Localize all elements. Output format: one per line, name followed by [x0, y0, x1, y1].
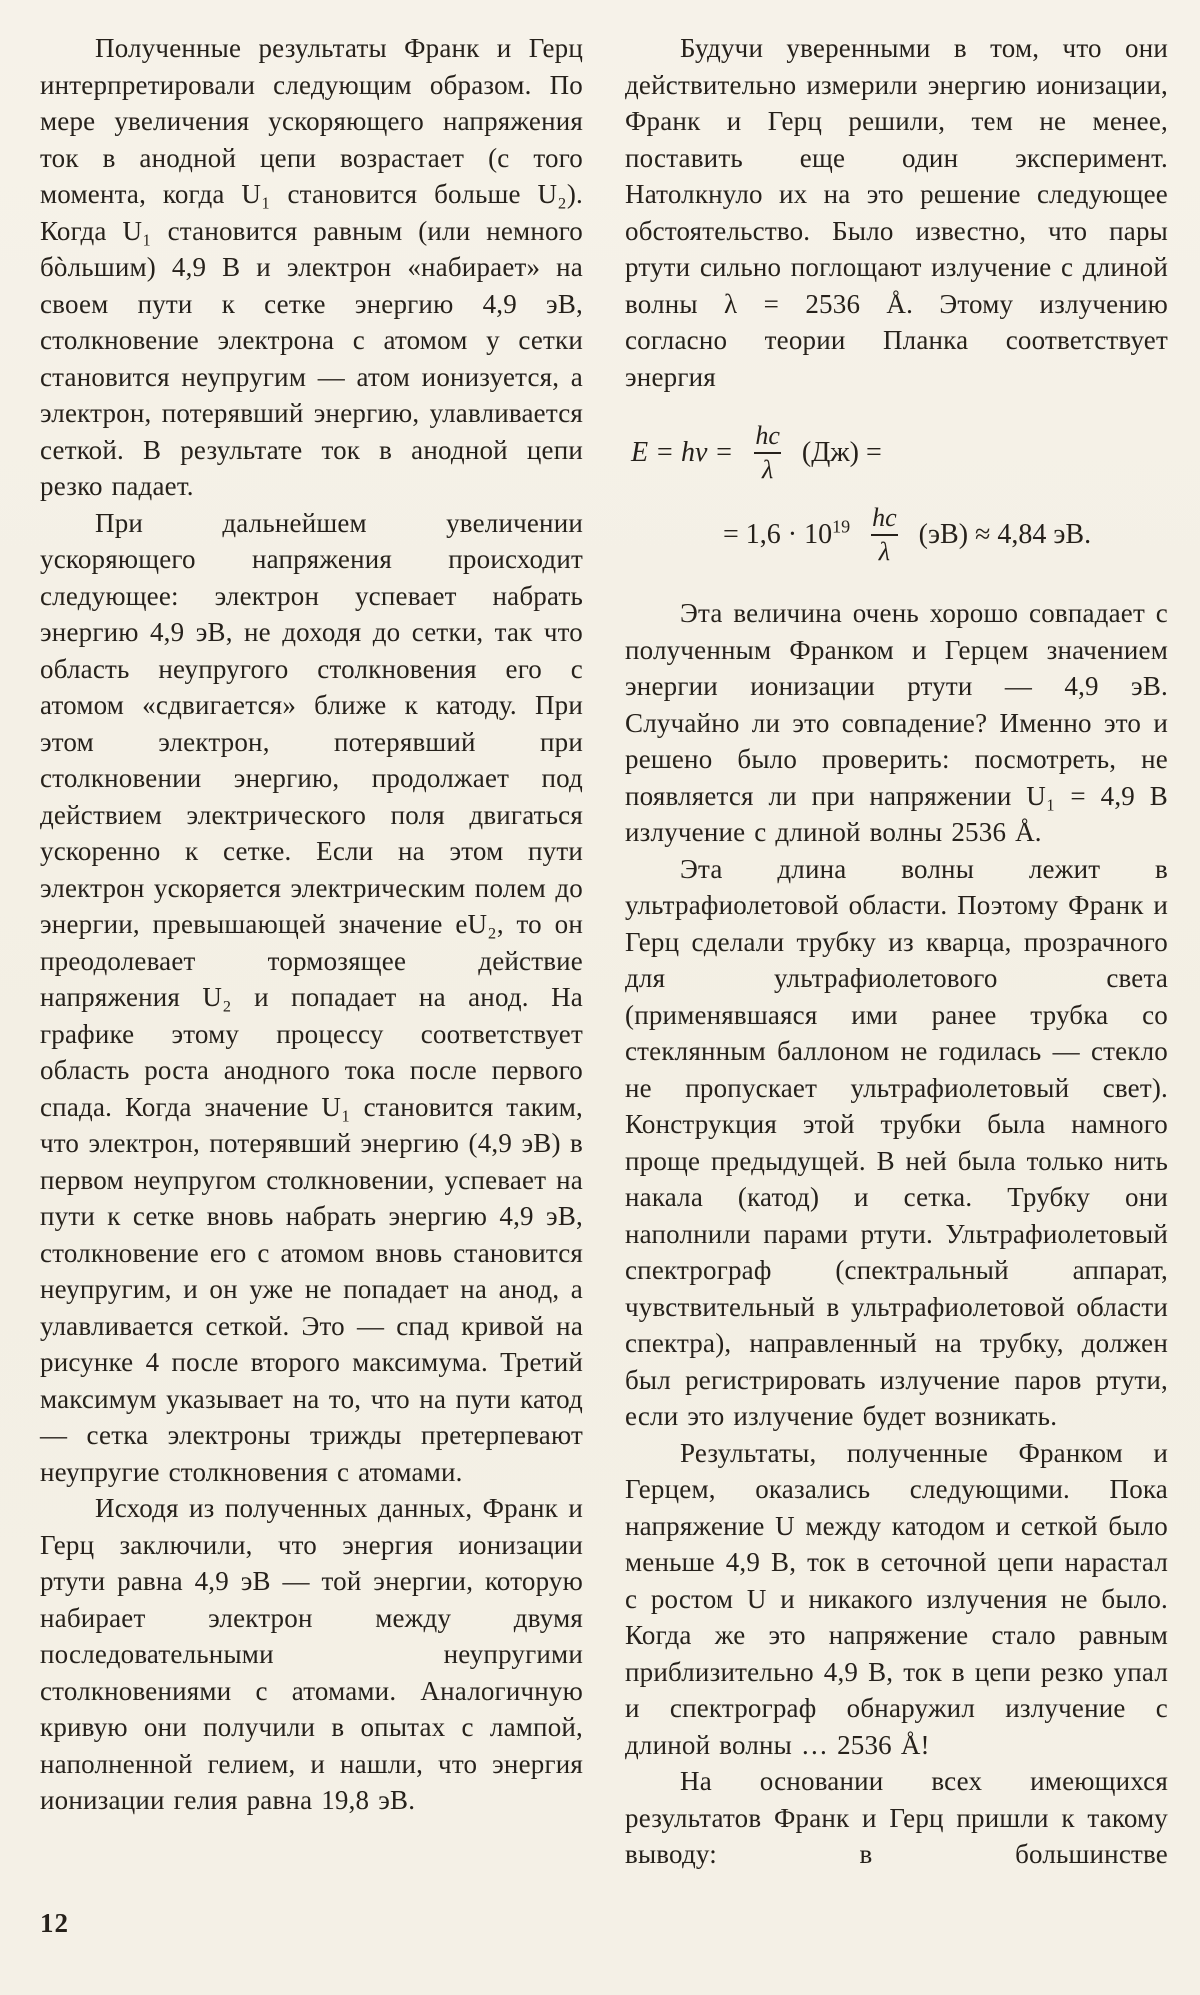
planck-energy-formula	[627, 423, 1168, 565]
fraction-hc-over-lambda	[747, 423, 788, 483]
formula-line-2	[723, 505, 1168, 565]
right-paragraph-3: Эта длина волны лежит в ультрафиолетовой области. Поэтому Франк и Герц сделали трубку из кварца, прозрачного для ультрафиолетового света (применявшаяся ими ранее трубка со стеклянным баллоном не годилась — стекло не пропускает ультрафиолетовый свет). Конструкция этой трубки была намного проще предыдущей. В ней была только нить накала (катод) и сетка. Трубку они наполнили парами ртути. Ультрафиолетовый спектрограф (спектральный аппарат, чувствительный в ультрафиолетовой области спектра), направленный на трубку, должен был регистрировать излучение паров ртути, если это излучение будет возникать.	[625, 853, 1168, 1431]
formula-coefficient	[723, 516, 851, 550]
coefficient-base: = 1,6 · 10	[723, 519, 833, 550]
fraction-hc-over-lambda-2	[864, 505, 905, 565]
left-paragraph-2: При дальнейшем увеличении ускоряющего напряжения происходит следующее: электрон успевает набрать энергию 4,9 эВ, не доходя до сетки, так что область неупругого столкновения его с атомом «сдвигается» ближе к катоду. При этом электрон, потерявший при столкновении энергию, продолжает под действием электрического поля двигаться ускоренно к сетке. Если на этом пути электрон ускоряется электрическим полем до энергии, превышающей значение eU₂, то он преодолевает тормозящее действие напряжения U₂ и попадает на анод. На графике этому процессу соответствует область роста анодного тока после первого спада. Когда значение U₁ становится таким, что электрон, потерявший энергию (4,9 эВ) в первом неупругом столкновении, успевает на пути к сетке вновь набрать энергию 4,9 эВ, столкновение его с атомом вновь становится неупругим, и он уже не попадает на анод, а улавливается сеткой. Это — спад кривой на рисунке 4 после второго максимума. Третий максимум указывает на то, что на пути катод — сетка электроны трижды претерпевают неупругие столкновения с атомами.	[40, 507, 583, 1487]
formula-result: (эВ) ≈ 4,84 эВ.	[918, 519, 1092, 550]
page-number: 12	[40, 1908, 69, 1938]
right-paragraph-5: На основании всех имеющихся результатов Франк и Герц пришли к такому выводу: в большинстве	[625, 1766, 1168, 1869]
fraction-denominator-2: λ	[871, 534, 898, 565]
text-columns	[40, 30, 1168, 1873]
right-paragraph-4: Результаты, полученные Франком и Герцем, оказались следующими. Пока напряжение U между катодом и сеткой было меньше 4,9 В, ток в сеточной цепи нарастал с ростом U и никакого излучения не было. Когда же это напряжение стало равным приблизительно 4,9 В, ток в цепи резко упал и спектрограф обнаружил излучение с длиной волны … 2536 Å!	[625, 1437, 1168, 1760]
coefficient-exponent: 19	[832, 516, 851, 537]
left-paragraph-3: Исходя из полученных данных, Франк и Герц заключили, что энергия ионизации ртути равна 4,9 эВ — той энергии, которую набирает электрон между двумя последовательными неупругими столкновениями с атомами. Аналогичную кривую они получили в опытах с лампой, наполненной гелием, и нашли, что энергия ионизации гелия равна 19,8 эВ.	[40, 1493, 583, 1815]
fraction-denominator: λ	[754, 452, 781, 483]
formula-lhs: E = hν =	[631, 437, 734, 468]
left-column	[40, 30, 583, 1873]
formula-joules-label: (Дж) =	[801, 437, 882, 468]
right-paragraph-2: Эта величина очень хорошо совпадает с полученным Франком и Герцем значением энергии ионизации ртути — 4,9 эВ. Случайно ли это совпадение? Именно это и решено было проверить: посмотреть, не появляется ли при напряжении U₁ = 4,9 В излучение с длиной волны 2536 Å.	[625, 598, 1168, 847]
fraction-numerator: hc	[755, 421, 780, 450]
right-column	[625, 30, 1168, 1873]
formula-line-1	[631, 423, 1168, 483]
left-paragraph-1: Полученные результаты Франк и Герц интерпретировали следующим образом. По мере увеличения ускоряющего напряжения ток в анодной цепи возрастает (с того момента, когда U₁ становится больше U₂). Когда U₁ становится равным (или немного бòльшим) 4,9 В и электрон «набирает» на своем пути к сетке энергию 4,9 эВ, столкновение электрона с атомом у сетки становится неупругим — атом ионизуется, а электрон, потерявший энергию, улавливается сеткой. В результате ток в анодной цепи резко падает.	[40, 33, 583, 501]
right-paragraph-1: Будучи уверенными в том, что они действительно измерили энергию ионизации, Франк и Герц решили, тем не менее, поставить еще один эксперимент. Натолкнуло их на это решение следующее обстоятельство. Было известно, что пары ртути сильно поглощают излучение с длиной волны λ = 2536 Å. Этому излучению согласно теории Планка соответствует энергия	[625, 33, 1168, 392]
fraction-numerator-2: hc	[872, 503, 897, 532]
